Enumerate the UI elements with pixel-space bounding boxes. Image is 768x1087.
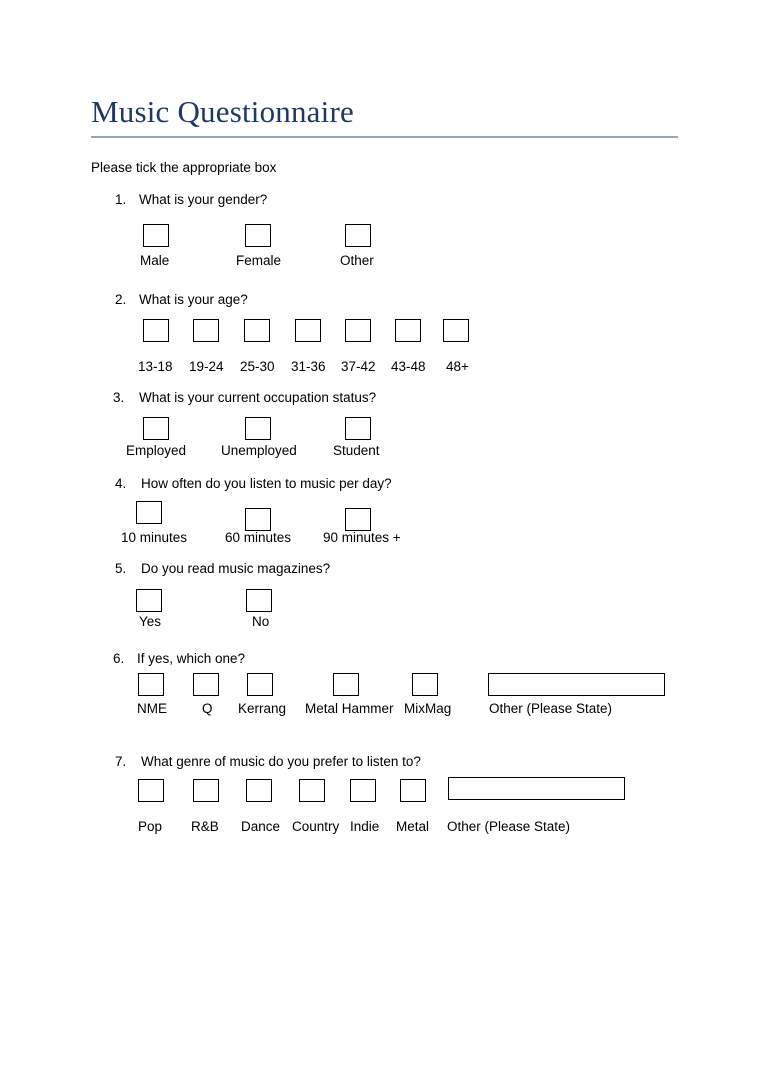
label-magazines-no: No: [252, 614, 270, 629]
label-genre-metal: Metal: [396, 819, 430, 834]
checkbox-genre-dance[interactable]: [246, 779, 272, 802]
question-2-text: What is your age?: [139, 292, 248, 307]
question-5-text: Do you read music magazines?: [141, 561, 331, 576]
checkbox-magazine-q[interactable]: [193, 673, 219, 696]
checkbox-magazine-nme[interactable]: [138, 673, 164, 696]
checkbox-gender-female[interactable]: [245, 224, 271, 247]
checkbox-magazine-kerrang[interactable]: [247, 673, 273, 696]
genre-other-text[interactable]: [449, 778, 624, 799]
label-listening-90-minutes: 90 minutes +: [323, 530, 401, 545]
magazine-other-input[interactable]: [488, 673, 665, 696]
question-6-text: If yes, which one?: [137, 651, 246, 666]
genre-other-input[interactable]: [448, 777, 625, 800]
checkbox-gender-male[interactable]: [143, 224, 169, 247]
label-age-31-36: 31-36: [291, 359, 326, 374]
label-age-48-plus: 48+: [446, 359, 469, 374]
question-1-text: What is your gender?: [139, 192, 268, 207]
checkbox-genre-indie[interactable]: [350, 779, 376, 802]
title-divider: [91, 136, 678, 138]
label-genre-indie: Indie: [350, 819, 380, 834]
checkbox-age-19-24[interactable]: [193, 319, 219, 342]
magazine-other-text[interactable]: [489, 674, 664, 695]
question-4-text: How often do you listen to music per day?: [141, 476, 392, 491]
checkbox-magazines-no[interactable]: [246, 589, 272, 612]
label-age-25-30: 25-30: [240, 359, 275, 374]
checkbox-listening-60-minutes[interactable]: [245, 508, 271, 531]
instruction-text: Please tick the appropriate box: [91, 160, 277, 175]
label-genre-rnb: R&B: [191, 819, 219, 834]
label-age-37-42: 37-42: [341, 359, 376, 374]
label-magazine-metal-hammer: Metal Hammer: [305, 701, 394, 716]
question-2-number: 2.: [115, 292, 127, 307]
checkbox-age-48-plus[interactable]: [443, 319, 469, 342]
page-title: Music Questionnaire: [91, 94, 354, 129]
label-magazine-nme: NME: [137, 701, 167, 716]
checkbox-gender-other[interactable]: [345, 224, 371, 247]
checkbox-magazine-metal-hammer[interactable]: [333, 673, 359, 696]
question-1-number: 1.: [115, 192, 127, 207]
label-listening-60-minutes: 60 minutes: [225, 530, 292, 545]
label-listening-10-minutes: 10 minutes: [121, 530, 188, 545]
label-magazine-kerrang: Kerrang: [238, 701, 287, 716]
checkbox-occupation-student[interactable]: [345, 417, 371, 440]
checkbox-age-31-36[interactable]: [295, 319, 321, 342]
label-age-13-18: 13-18: [138, 359, 173, 374]
checkbox-magazine-mixmag[interactable]: [412, 673, 438, 696]
label-magazine-q: Q: [202, 701, 213, 716]
label-magazine-mixmag: MixMag: [404, 701, 452, 716]
checkbox-occupation-employed[interactable]: [143, 417, 169, 440]
question-3-text: What is your current occupation status?: [139, 390, 377, 405]
label-occupation-student: Student: [333, 443, 380, 458]
checkbox-age-13-18[interactable]: [143, 319, 169, 342]
checkbox-age-37-42[interactable]: [345, 319, 371, 342]
label-genre-country: Country: [292, 819, 340, 834]
label-gender-other: Other: [340, 253, 374, 268]
checkbox-genre-pop[interactable]: [138, 779, 164, 802]
label-occupation-unemployed: Unemployed: [221, 443, 297, 458]
label-age-43-48: 43-48: [391, 359, 426, 374]
checkbox-genre-rnb[interactable]: [193, 779, 219, 802]
question-7-number: 7.: [115, 754, 127, 769]
checkbox-occupation-unemployed[interactable]: [245, 417, 271, 440]
label-age-19-24: 19-24: [189, 359, 224, 374]
checkbox-age-25-30[interactable]: [244, 319, 270, 342]
label-genre-dance: Dance: [241, 819, 281, 834]
question-3-number: 3.: [113, 390, 125, 405]
label-gender-male: Male: [140, 253, 170, 268]
question-4-number: 4.: [115, 476, 127, 491]
label-gender-female: Female: [236, 253, 282, 268]
checkbox-listening-10-minutes[interactable]: [136, 501, 162, 524]
label-magazines-yes: Yes: [139, 614, 162, 629]
checkbox-magazines-yes[interactable]: [136, 589, 162, 612]
checkbox-age-43-48[interactable]: [395, 319, 421, 342]
checkbox-listening-90-minutes[interactable]: [345, 508, 371, 531]
checkbox-genre-metal[interactable]: [400, 779, 426, 802]
label-genre-pop: Pop: [138, 819, 163, 834]
question-7-text: What genre of music do you prefer to listen to?: [141, 754, 421, 769]
label-occupation-employed: Employed: [126, 443, 187, 458]
label-magazine-other: Other (Please State): [489, 701, 613, 716]
question-5-number: 5.: [115, 561, 127, 576]
question-6-number: 6.: [113, 651, 125, 666]
label-genre-other: Other (Please State): [447, 819, 571, 834]
checkbox-genre-country[interactable]: [299, 779, 325, 802]
